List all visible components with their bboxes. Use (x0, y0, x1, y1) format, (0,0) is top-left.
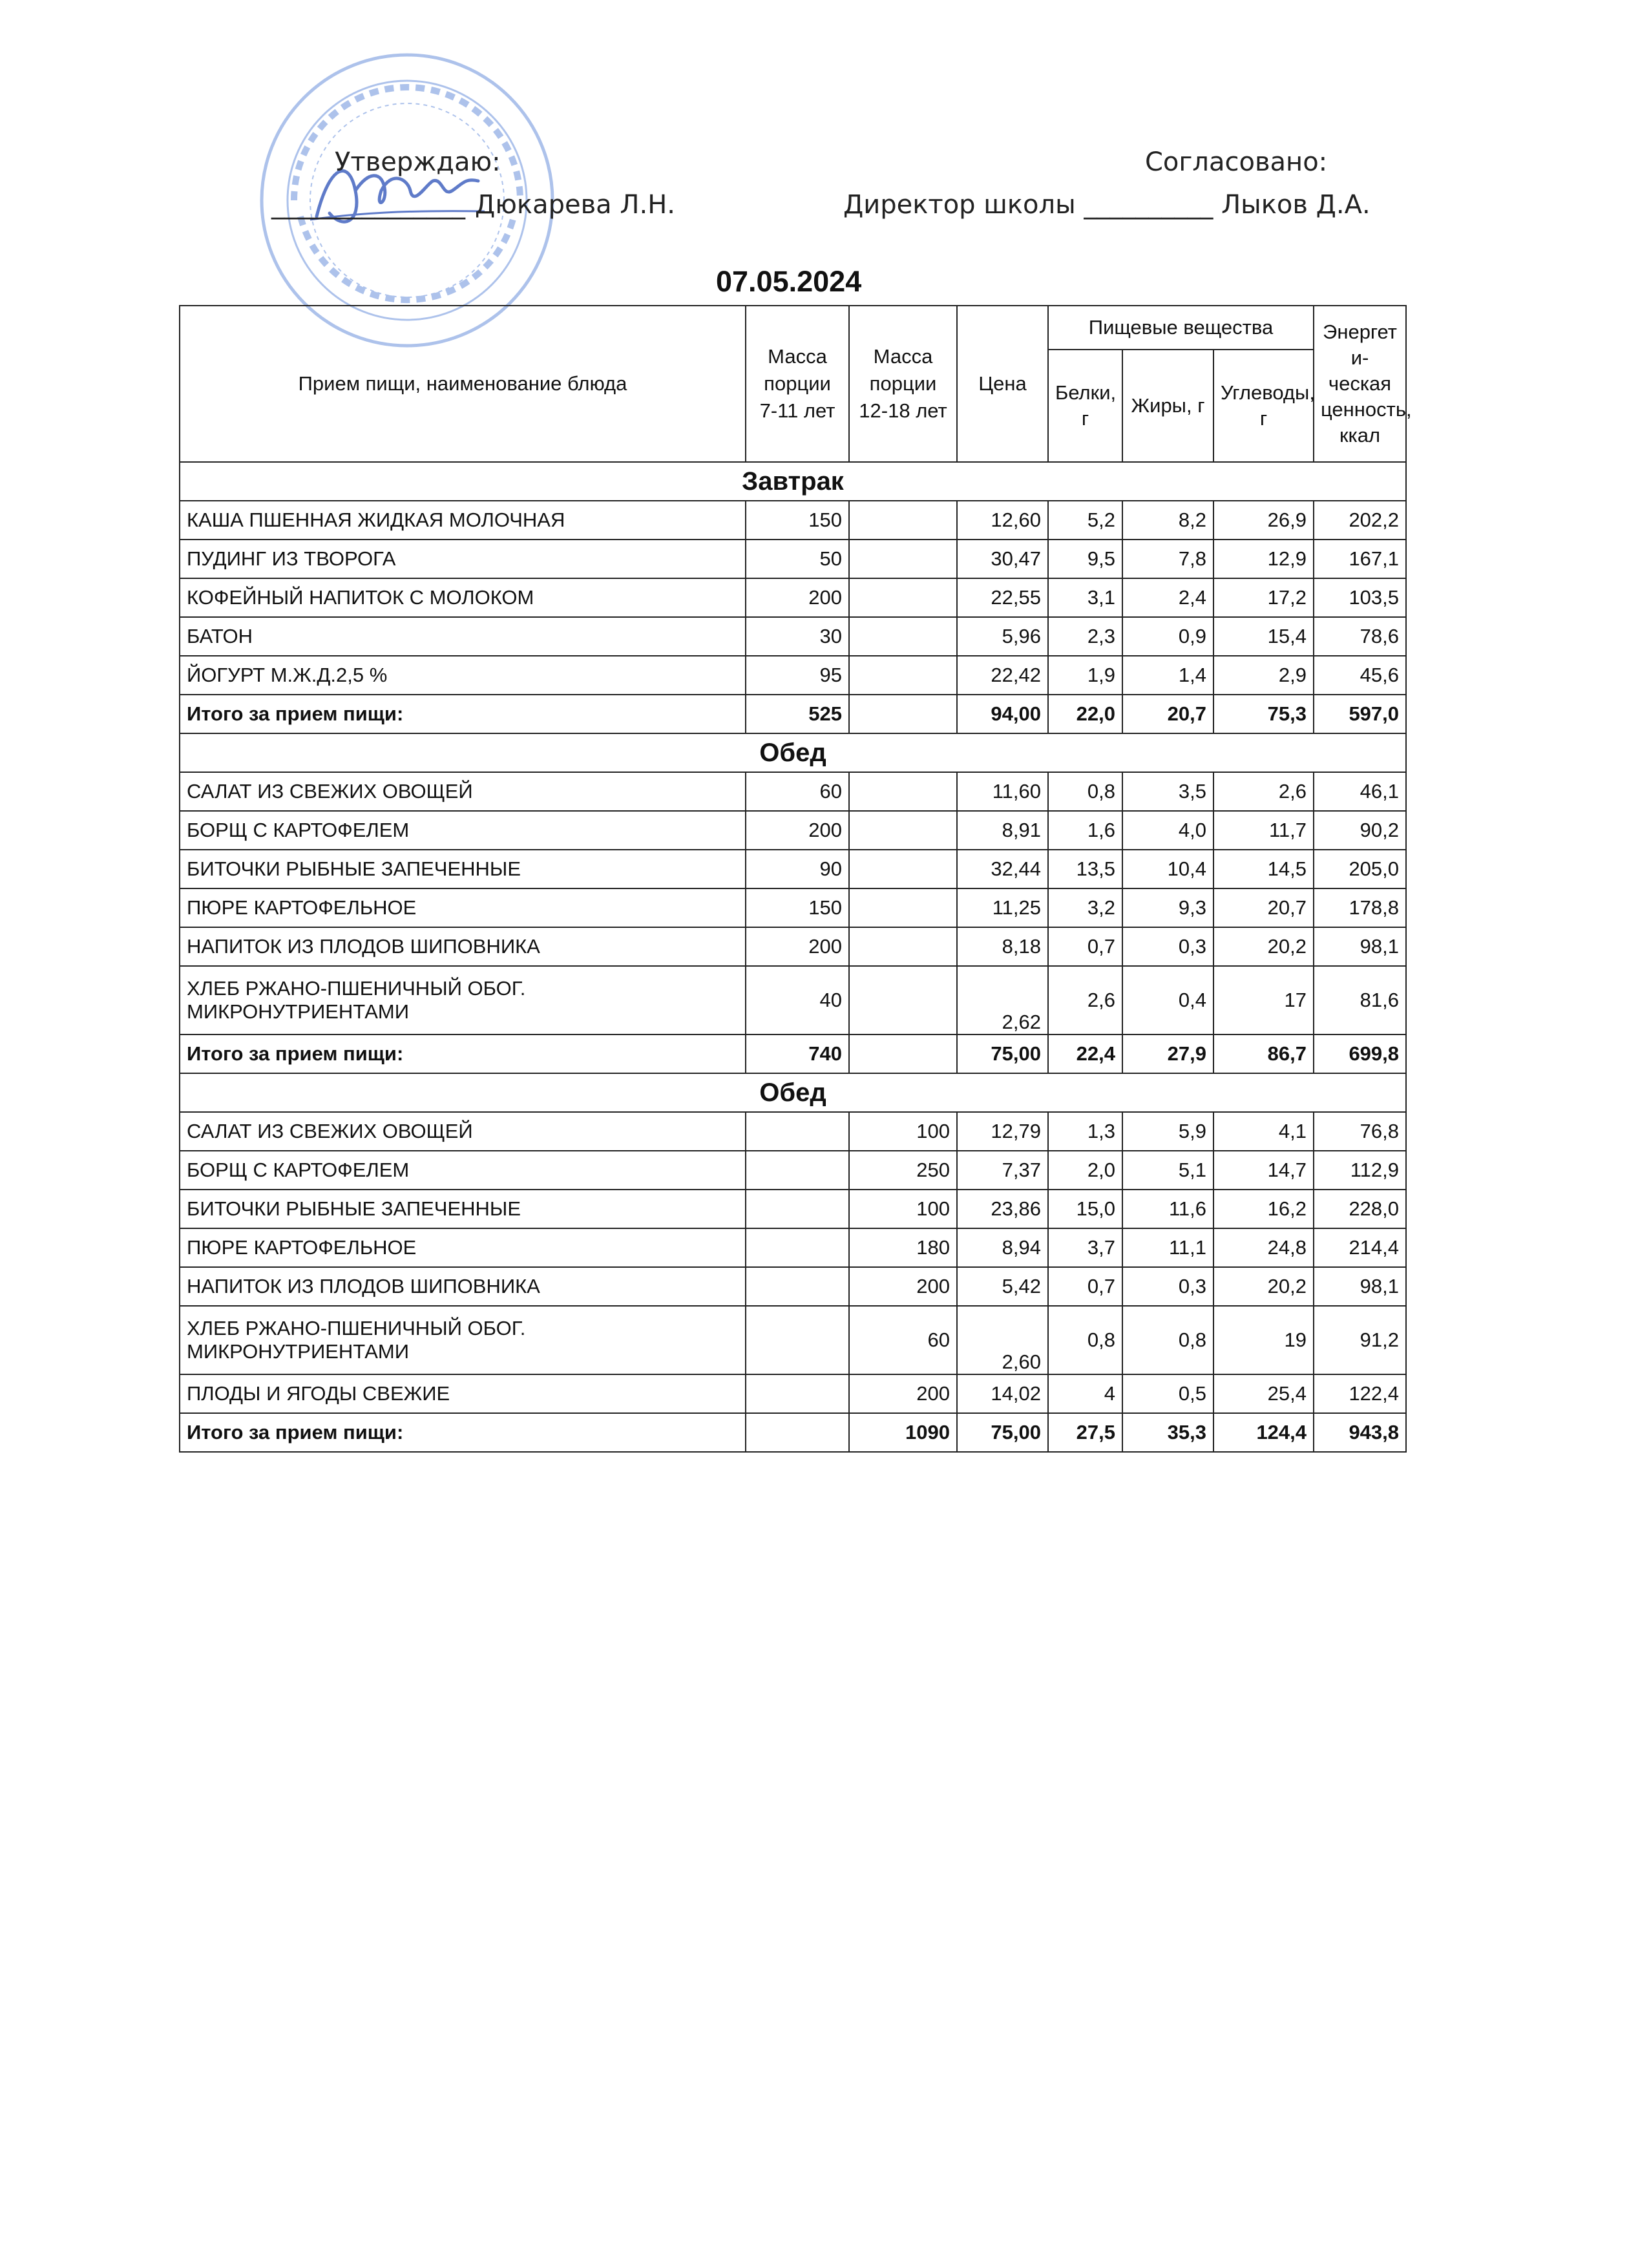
total-protein: 27,5 (1048, 1413, 1122, 1452)
fat: 0,5 (1122, 1374, 1213, 1413)
total-carbs: 86,7 (1213, 1034, 1314, 1073)
mass-7-11: 50 (746, 540, 849, 578)
mass-7-11: 200 (746, 927, 849, 966)
dish-name: САЛАТ ИЗ СВЕЖИХ ОВОЩЕЙ (180, 772, 746, 811)
carbs: 14,5 (1213, 850, 1314, 888)
mass-12-18 (849, 850, 957, 888)
table-row (180, 850, 1406, 888)
energy: 98,1 (1314, 927, 1406, 966)
energy: 103,5 (1314, 578, 1406, 617)
fat: 7,8 (1122, 540, 1213, 578)
table-row (180, 501, 1406, 540)
protein: 0,7 (1048, 1267, 1122, 1306)
carbs: 20,2 (1213, 927, 1314, 966)
energy: 112,9 (1314, 1151, 1406, 1190)
table-row (180, 656, 1406, 695)
total-protein: 22,4 (1048, 1034, 1122, 1073)
section-breakfast (180, 462, 1406, 733)
total-energy: 597,0 (1314, 695, 1406, 733)
table-row (180, 966, 1406, 1034)
total-mass-7-11: 525 (746, 695, 849, 733)
table-row (180, 772, 1406, 811)
total-energy: 943,8 (1314, 1413, 1406, 1452)
dish-name: ХЛЕБ РЖАНО-ПШЕНИЧНЫЙ ОБОГ. МИКРОНУТРИЕНТАМИ (180, 966, 746, 1034)
protein: 5,2 (1048, 501, 1122, 540)
carbs: 4,1 (1213, 1112, 1314, 1151)
header-mass-12-18: Масса порции 12-18 лет (849, 306, 957, 462)
dish-name: БАТОН (180, 617, 746, 656)
dish-name: ХЛЕБ РЖАНО-ПШЕНИЧНЫЙ ОБОГ. МИКРОНУТРИЕНТАМИ (180, 1306, 746, 1374)
mass-12-18: 100 (849, 1190, 957, 1228)
dish-name: КОФЕЙНЫЙ НАПИТОК С МОЛОКОМ (180, 578, 746, 617)
mass-7-11: 95 (746, 656, 849, 695)
mass-12-18: 60 (849, 1306, 957, 1374)
section-lunch-7-11 (180, 733, 1406, 1073)
mass-12-18 (849, 656, 957, 695)
energy: 91,2 (1314, 1306, 1406, 1374)
total-price: 75,00 (957, 1413, 1048, 1452)
fat: 0,9 (1122, 617, 1213, 656)
table-row (180, 1190, 1406, 1228)
price: 7,37 (957, 1151, 1048, 1190)
protein: 13,5 (1048, 850, 1122, 888)
energy: 78,6 (1314, 617, 1406, 656)
dish-name: ПЮРЕ КАРТОФЕЛЬНОЕ (180, 888, 746, 927)
total-row (180, 1413, 1406, 1452)
mass-12-18 (849, 927, 957, 966)
mass-7-11 (746, 1228, 849, 1267)
carbs: 2,9 (1213, 656, 1314, 695)
table-row (180, 811, 1406, 850)
protein: 0,7 (1048, 927, 1122, 966)
price: 12,60 (957, 501, 1048, 540)
mass-7-11 (746, 1306, 849, 1374)
dish-name: САЛАТ ИЗ СВЕЖИХ ОВОЩЕЙ (180, 1112, 746, 1151)
price: 14,02 (957, 1374, 1048, 1413)
price: 2,62 (957, 966, 1048, 1034)
fat: 0,3 (1122, 927, 1213, 966)
dish-name: БОРЩ С КАРТОФЕЛЕМ (180, 1151, 746, 1190)
mass-12-18: 250 (849, 1151, 957, 1190)
table-row (180, 888, 1406, 927)
mass-12-18 (849, 501, 957, 540)
protein: 0,8 (1048, 1306, 1122, 1374)
price: 8,91 (957, 811, 1048, 850)
energy: 167,1 (1314, 540, 1406, 578)
price: 22,42 (957, 656, 1048, 695)
mass-7-11 (746, 1267, 849, 1306)
total-label: Итого за прием пищи: (180, 1413, 746, 1452)
dish-name: ПУДИНГ ИЗ ТВОРОГА (180, 540, 746, 578)
fat: 8,2 (1122, 501, 1213, 540)
mass-12-18: 100 (849, 1112, 957, 1151)
price: 2,60 (957, 1306, 1048, 1374)
carbs: 20,7 (1213, 888, 1314, 927)
mass-12-18: 200 (849, 1267, 957, 1306)
section-title: Обед (180, 1073, 1406, 1112)
carbs: 25,4 (1213, 1374, 1314, 1413)
header-dish: Прием пищи, наименование блюда (180, 306, 746, 462)
table-row (180, 1267, 1406, 1306)
dish-name: ПЛОДЫ И ЯГОДЫ СВЕЖИЕ (180, 1374, 746, 1413)
fat: 10,4 (1122, 850, 1213, 888)
header-protein: Белки, г (1048, 350, 1122, 462)
dish-name: НАПИТОК ИЗ ПЛОДОВ ШИПОВНИКА (180, 1267, 746, 1306)
mass-7-11: 40 (746, 966, 849, 1034)
fat: 9,3 (1122, 888, 1213, 927)
header-energy: Энергет и-ческая ценность, ккал (1314, 306, 1406, 462)
agreed-label: Согласовано: (1145, 147, 1328, 177)
energy: 98,1 (1314, 1267, 1406, 1306)
energy: 178,8 (1314, 888, 1406, 927)
energy: 214,4 (1314, 1228, 1406, 1267)
total-mass-12-18: 1090 (849, 1413, 957, 1452)
approve-name: Дюкарева Л.Н. (475, 190, 675, 220)
section-title: Обед (180, 733, 1406, 772)
carbs: 11,7 (1213, 811, 1314, 850)
mass-7-11: 30 (746, 617, 849, 656)
mass-12-18 (849, 888, 957, 927)
mass-7-11 (746, 1190, 849, 1228)
fat: 3,5 (1122, 772, 1213, 811)
price: 5,96 (957, 617, 1048, 656)
mass-12-18: 180 (849, 1228, 957, 1267)
header-mass-7-11: Масса порции 7-11 лет (746, 306, 849, 462)
energy: 122,4 (1314, 1374, 1406, 1413)
total-row (180, 695, 1406, 733)
total-mass-7-11 (746, 1413, 849, 1452)
carbs: 24,8 (1213, 1228, 1314, 1267)
mass-12-18 (849, 772, 957, 811)
dish-name: НАПИТОК ИЗ ПЛОДОВ ШИПОВНИКА (180, 927, 746, 966)
energy: 228,0 (1314, 1190, 1406, 1228)
total-mass-12-18 (849, 695, 957, 733)
section-title: Завтрак (180, 462, 1406, 501)
energy: 46,1 (1314, 772, 1406, 811)
energy: 205,0 (1314, 850, 1406, 888)
price: 5,42 (957, 1267, 1048, 1306)
protein: 3,2 (1048, 888, 1122, 927)
carbs: 16,2 (1213, 1190, 1314, 1228)
mass-7-11: 90 (746, 850, 849, 888)
price: 32,44 (957, 850, 1048, 888)
carbs: 17,2 (1213, 578, 1314, 617)
fat: 4,0 (1122, 811, 1213, 850)
carbs: 20,2 (1213, 1267, 1314, 1306)
total-row (180, 1034, 1406, 1073)
carbs: 19 (1213, 1306, 1314, 1374)
table-row (180, 617, 1406, 656)
table-row (180, 1112, 1406, 1151)
fat: 2,4 (1122, 578, 1213, 617)
protein: 2,0 (1048, 1151, 1122, 1190)
protein: 9,5 (1048, 540, 1122, 578)
mass-7-11 (746, 1112, 849, 1151)
fat: 5,9 (1122, 1112, 1213, 1151)
table-row (180, 1306, 1406, 1374)
protein: 15,0 (1048, 1190, 1122, 1228)
dish-name: БОРЩ С КАРТОФЕЛЕМ (180, 811, 746, 850)
table-row (180, 1374, 1406, 1413)
total-carbs: 75,3 (1213, 695, 1314, 733)
protein: 1,6 (1048, 811, 1122, 850)
agreed-director-line: Директор школы __________ Лыков Д.А. (843, 190, 1371, 220)
menu-table (179, 305, 1412, 1453)
energy: 90,2 (1314, 811, 1406, 850)
fat: 1,4 (1122, 656, 1213, 695)
protein: 1,9 (1048, 656, 1122, 695)
approve-signature-line: _______________ (271, 190, 465, 220)
carbs: 2,6 (1213, 772, 1314, 811)
mass-7-11: 150 (746, 888, 849, 927)
fat: 11,1 (1122, 1228, 1213, 1267)
energy: 202,2 (1314, 501, 1406, 540)
price: 23,86 (957, 1190, 1048, 1228)
protein: 1,3 (1048, 1112, 1122, 1151)
carbs: 17 (1213, 966, 1314, 1034)
mass-7-11 (746, 1374, 849, 1413)
protein: 2,6 (1048, 966, 1122, 1034)
mass-12-18 (849, 617, 957, 656)
table-row (180, 578, 1406, 617)
protein: 3,1 (1048, 578, 1122, 617)
carbs: 26,9 (1213, 501, 1314, 540)
total-fat: 20,7 (1122, 695, 1213, 733)
price: 8,18 (957, 927, 1048, 966)
mass-7-11: 150 (746, 501, 849, 540)
energy: 81,6 (1314, 966, 1406, 1034)
mass-7-11: 200 (746, 811, 849, 850)
protein: 2,3 (1048, 617, 1122, 656)
total-price: 94,00 (957, 695, 1048, 733)
price: 30,47 (957, 540, 1048, 578)
total-energy: 699,8 (1314, 1034, 1406, 1073)
fat: 0,4 (1122, 966, 1213, 1034)
mass-12-18 (849, 578, 957, 617)
dish-name: КАША ПШЕННАЯ ЖИДКАЯ МОЛОЧНАЯ (180, 501, 746, 540)
price: 11,25 (957, 888, 1048, 927)
mass-12-18: 200 (849, 1374, 957, 1413)
fat: 11,6 (1122, 1190, 1213, 1228)
total-fat: 35,3 (1122, 1413, 1213, 1452)
price: 8,94 (957, 1228, 1048, 1267)
total-mass-12-18 (849, 1034, 957, 1073)
mass-12-18 (849, 966, 957, 1034)
total-label: Итого за прием пищи: (180, 695, 746, 733)
price: 11,60 (957, 772, 1048, 811)
table-row (180, 1151, 1406, 1190)
fat: 5,1 (1122, 1151, 1213, 1190)
protein: 4 (1048, 1374, 1122, 1413)
total-carbs: 124,4 (1213, 1413, 1314, 1452)
carbs: 12,9 (1213, 540, 1314, 578)
dish-name: ПЮРЕ КАРТОФЕЛЬНОЕ (180, 1228, 746, 1267)
menu-date: 07.05.2024 (716, 265, 862, 298)
total-label: Итого за прием пищи: (180, 1034, 746, 1073)
protein: 0,8 (1048, 772, 1122, 811)
dish-name: БИТОЧКИ РЫБНЫЕ ЗАПЕЧЕННЫЕ (180, 1190, 746, 1228)
header-price: Цена (957, 306, 1048, 462)
carbs: 15,4 (1213, 617, 1314, 656)
dish-name: БИТОЧКИ РЫБНЫЕ ЗАПЕЧЕННЫЕ (180, 850, 746, 888)
total-mass-7-11: 740 (746, 1034, 849, 1073)
table-row (180, 1228, 1406, 1267)
mass-7-11 (746, 1151, 849, 1190)
protein: 3,7 (1048, 1228, 1122, 1267)
energy: 76,8 (1314, 1112, 1406, 1151)
total-price: 75,00 (957, 1034, 1048, 1073)
header-carbs: Углеводы, г (1213, 350, 1314, 462)
mass-7-11: 200 (746, 578, 849, 617)
header-nutrients: Пищевые вещества (1048, 306, 1314, 350)
carbs: 14,7 (1213, 1151, 1314, 1190)
table-row (180, 540, 1406, 578)
header-fat: Жиры, г (1122, 350, 1213, 462)
fat: 0,3 (1122, 1267, 1213, 1306)
energy: 45,6 (1314, 656, 1406, 695)
mass-12-18 (849, 540, 957, 578)
mass-7-11: 60 (746, 772, 849, 811)
price: 12,79 (957, 1112, 1048, 1151)
mass-12-18 (849, 811, 957, 850)
table-header (180, 306, 1412, 462)
total-protein: 22,0 (1048, 695, 1122, 733)
total-fat: 27,9 (1122, 1034, 1213, 1073)
table-row (180, 927, 1406, 966)
fat: 0,8 (1122, 1306, 1213, 1374)
price: 22,55 (957, 578, 1048, 617)
dish-name: ЙОГУРТ М.Ж.Д.2,5 % (180, 656, 746, 695)
approve-label: Утверждаю: (335, 147, 501, 177)
section-lunch-12-18 (180, 1073, 1406, 1452)
